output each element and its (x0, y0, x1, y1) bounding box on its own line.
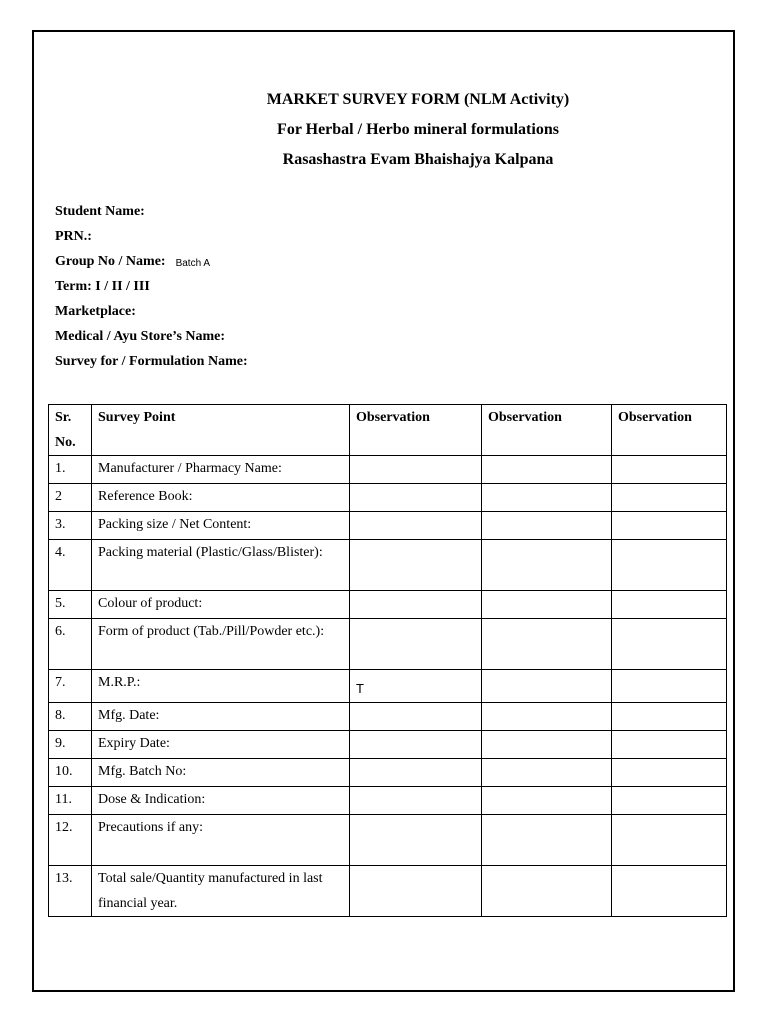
table-row (49, 703, 727, 731)
observation-cell[interactable] (350, 591, 482, 619)
survey-point: Form of product (Tab./Pill/Powder etc.): (92, 619, 350, 670)
survey-point: Reference Book: (92, 484, 350, 512)
field-label: Marketplace: (55, 304, 136, 319)
header-observation: Observation (482, 405, 612, 456)
sr-no: 9. (49, 731, 92, 759)
observation-cell[interactable] (612, 591, 727, 619)
observation-cell[interactable] (612, 670, 727, 703)
header-sr-no: Sr. No. (49, 405, 92, 456)
field-marketplace[interactable] (55, 303, 146, 323)
field-label: Survey for / Formulation Name: (55, 354, 248, 369)
sr-no: 12. (49, 815, 92, 866)
field-label: Group No / Name: (55, 254, 166, 269)
observation-cell[interactable] (350, 703, 482, 731)
observation-cell[interactable] (482, 456, 612, 484)
survey-point: Colour of product: (92, 591, 350, 619)
sr-no: 3. (49, 512, 92, 540)
department-name: Rasashastra Evam Bhaishajya Kalpana (282, 151, 554, 168)
field-formulation-name[interactable] (55, 353, 258, 373)
field-student-name[interactable] (55, 203, 155, 223)
survey-point: Expiry Date: (92, 731, 350, 759)
observation-cell[interactable] (612, 787, 727, 815)
observation-cell[interactable] (350, 484, 482, 512)
observation-cell[interactable] (482, 484, 612, 512)
survey-point: Mfg. Batch No: (92, 759, 350, 787)
observation-cell[interactable] (350, 866, 482, 917)
table-row (49, 815, 727, 866)
field-value: Batch A (175, 258, 211, 269)
table-row (49, 619, 727, 670)
observation-cell[interactable] (612, 731, 727, 759)
observation-cell[interactable] (612, 512, 727, 540)
survey-point: Total sale/Quantity manufactured in last financial year. (92, 866, 350, 917)
field-label: Student Name: (55, 204, 145, 219)
observation-cell[interactable] (350, 787, 482, 815)
sr-no: 10. (49, 759, 92, 787)
survey-point: Dose & Indication: (92, 787, 350, 815)
observation-cell[interactable] (612, 759, 727, 787)
survey-point: Packing size / Net Content: (92, 512, 350, 540)
observation-mark: T (356, 681, 364, 696)
observation-cell[interactable] (350, 815, 482, 866)
observation-cell[interactable] (482, 866, 612, 917)
observation-cell[interactable] (350, 731, 482, 759)
survey-point: M.R.P.: (92, 670, 350, 703)
survey-point: Precautions if any: (92, 815, 350, 866)
table-row (49, 512, 727, 540)
survey-point: Manufacturer / Pharmacy Name: (92, 456, 350, 484)
header-observation: Observation (350, 405, 482, 456)
sr-no: 5. (49, 591, 92, 619)
header-observation: Observation (612, 405, 727, 456)
field-prn[interactable] (55, 228, 102, 248)
observation-cell[interactable] (612, 484, 727, 512)
survey-point: Mfg. Date: (92, 703, 350, 731)
observation-cell[interactable] (612, 866, 727, 917)
observation-cell[interactable] (482, 619, 612, 670)
table-row (49, 731, 727, 759)
observation-cell[interactable] (350, 456, 482, 484)
observation-cell[interactable] (482, 703, 612, 731)
field-group-name[interactable] (55, 253, 210, 273)
field-label: Medical / Ayu Store’s Name: (55, 329, 226, 344)
table-row (49, 787, 727, 815)
observation-cell[interactable] (350, 619, 482, 670)
observation-cell[interactable] (482, 591, 612, 619)
sr-no: 1. (49, 456, 92, 484)
observation-cell[interactable] (482, 731, 612, 759)
observation-cell[interactable] (482, 540, 612, 591)
observation-cell[interactable] (482, 670, 612, 703)
sr-no: 2 (49, 484, 92, 512)
observation-cell[interactable] (612, 540, 727, 591)
observation-cell[interactable] (350, 512, 482, 540)
observation-cell[interactable] (612, 619, 727, 670)
observation-cell[interactable] (612, 703, 727, 731)
field-label: Term: I / II / III (55, 279, 150, 294)
sr-no: 13. (49, 866, 92, 917)
field-label: PRN.: (55, 229, 92, 244)
observation-cell[interactable] (482, 787, 612, 815)
observation-cell[interactable] (482, 512, 612, 540)
sr-no: 7. (49, 670, 92, 703)
form-subtitle: For Herbal / Herbo mineral formulations (277, 121, 559, 138)
sr-no: 4. (49, 540, 92, 591)
table-row (49, 484, 727, 512)
table-row (49, 591, 727, 619)
sr-no: 8. (49, 703, 92, 731)
observation-cell[interactable] (612, 456, 727, 484)
observation-cell[interactable] (350, 670, 482, 703)
sr-no: 6. (49, 619, 92, 670)
observation-cell[interactable] (482, 815, 612, 866)
observation-cell[interactable] (482, 759, 612, 787)
field-term[interactable] (55, 278, 160, 298)
survey-point: Packing material (Plastic/Glass/Blister): (92, 540, 350, 591)
table-header-row (49, 405, 727, 456)
sr-no: 11. (49, 787, 92, 815)
table-row (49, 540, 727, 591)
table-row (49, 759, 727, 787)
table-row (49, 866, 727, 917)
form-title: MARKET SURVEY FORM (NLM Activity) (266, 91, 570, 108)
observation-cell[interactable] (350, 540, 482, 591)
observation-cell[interactable] (350, 759, 482, 787)
header-survey-point: Survey Point (92, 405, 350, 456)
survey-table (48, 404, 727, 917)
observation-cell[interactable] (612, 815, 727, 866)
field-store-name[interactable] (55, 328, 235, 348)
table-row (49, 670, 727, 703)
table-row (49, 456, 727, 484)
